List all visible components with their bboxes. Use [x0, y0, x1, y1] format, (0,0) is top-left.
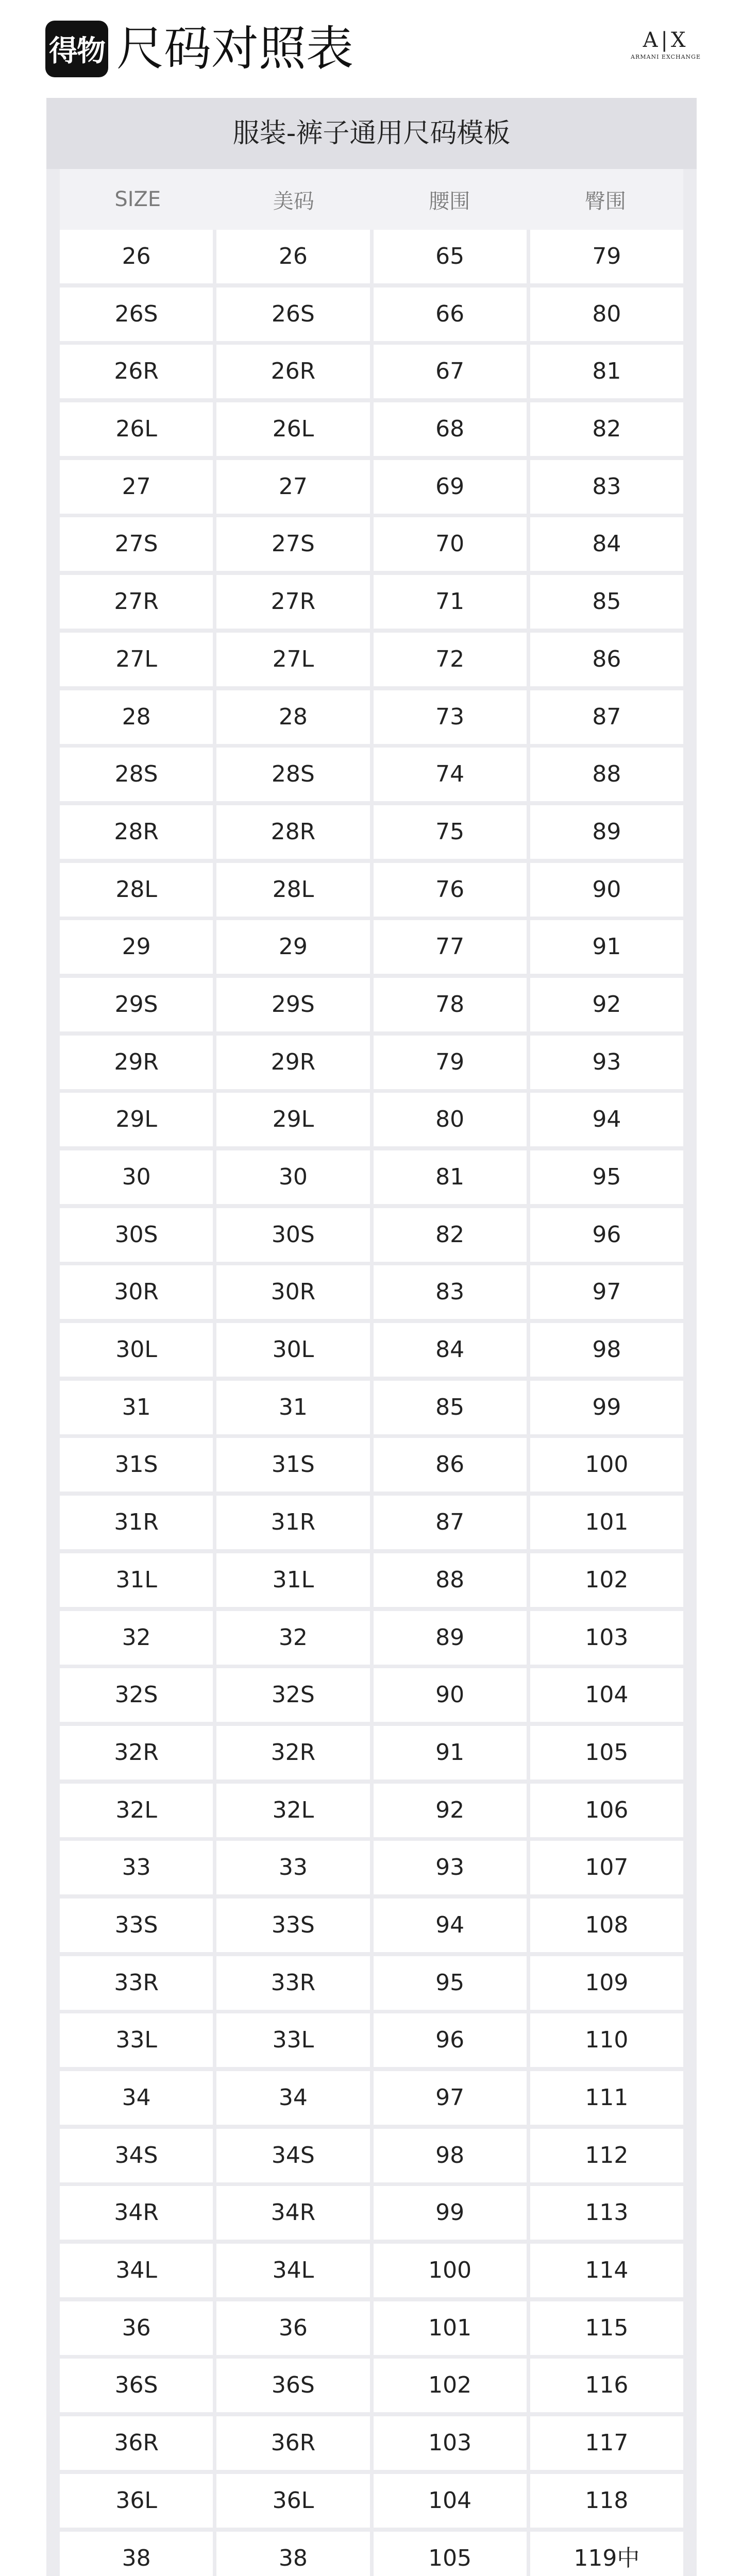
- cell-size: 26R: [60, 345, 213, 398]
- cell-waist: 99: [374, 2186, 527, 2240]
- cell-us-size: 32R: [216, 1726, 369, 1780]
- cell-size: 30S: [60, 1208, 213, 1262]
- cell-hip: 101: [530, 1496, 683, 1549]
- cell-size: 34R: [60, 2186, 213, 2240]
- cell-hip: 94: [530, 1093, 683, 1146]
- cell-size: 31R: [60, 1496, 213, 1549]
- cell-waist: 96: [374, 2013, 527, 2067]
- cell-us-size: 30: [216, 1150, 369, 1204]
- cell-us-size: 36L: [216, 2474, 369, 2528]
- table-row: [60, 2532, 683, 2576]
- cell-us-size: 33L: [216, 2013, 369, 2067]
- cell-size: 34S: [60, 2129, 213, 2182]
- cell-us-size: 34R: [216, 2186, 369, 2240]
- cell-hip: 106: [530, 1784, 683, 1837]
- cell-us-size: 33R: [216, 1956, 369, 2010]
- cell-hip: 115: [530, 2301, 683, 2355]
- cell-size: 36: [60, 2301, 213, 2355]
- table-row: [60, 920, 683, 974]
- cell-size: 31S: [60, 1438, 213, 1492]
- table-row: [60, 460, 683, 514]
- column-header-us-size: 美码: [273, 189, 314, 213]
- cell-size: 32R: [60, 1726, 213, 1780]
- cell-waist: 77: [374, 920, 527, 974]
- cell-waist: 66: [374, 287, 527, 341]
- cell-waist: 104: [374, 2474, 527, 2528]
- cell-size: 27: [60, 460, 213, 514]
- cell-size: 38: [60, 2532, 213, 2576]
- table-body: [60, 230, 683, 2576]
- cell-waist: 80: [374, 1093, 527, 1146]
- page-title: 尺码对照表: [116, 21, 354, 76]
- cell-waist: 78: [374, 978, 527, 1031]
- cell-waist: 98: [374, 2129, 527, 2182]
- cell-us-size: 29R: [216, 1036, 369, 1089]
- cell-size: 27S: [60, 517, 213, 571]
- cell-us-size: 30L: [216, 1323, 369, 1377]
- column-header-waist: 腰围: [429, 189, 470, 213]
- cell-size: 33S: [60, 1899, 213, 1952]
- cell-hip: 79: [530, 230, 683, 283]
- cell-hip: 103: [530, 1611, 683, 1665]
- cell-hip: 100: [530, 1438, 683, 1492]
- header: [0, 0, 742, 98]
- cell-size: 27L: [60, 633, 213, 686]
- cell-size: 36R: [60, 2416, 213, 2470]
- cell-hip: 96: [530, 1208, 683, 1262]
- cell-waist: 72: [374, 633, 527, 686]
- cell-size: 34: [60, 2071, 213, 2125]
- cell-us-size: 32L: [216, 1784, 369, 1837]
- cell-hip: 109: [530, 1956, 683, 2010]
- table-row: [60, 863, 683, 917]
- table-title: 服装-裤子通用尺码模板: [46, 98, 697, 169]
- cell-waist: 70: [374, 517, 527, 571]
- cell-hip: 98: [530, 1323, 683, 1377]
- cell-hip: 99: [530, 1381, 683, 1434]
- cell-size: 33: [60, 1841, 213, 1894]
- brand-subtitle: ARMANI EXCHANGE: [631, 54, 701, 60]
- cell-size: 30L: [60, 1323, 213, 1377]
- table-row: [60, 1841, 683, 1894]
- table-row: [60, 2359, 683, 2412]
- cell-waist: 89: [374, 1611, 527, 1665]
- table-row: [60, 575, 683, 629]
- cell-waist: 86: [374, 1438, 527, 1492]
- cell-hip: 87: [530, 690, 683, 744]
- cell-us-size: 27: [216, 460, 369, 514]
- table-row: [60, 1438, 683, 1492]
- cell-hip: 83: [530, 460, 683, 514]
- cell-us-size: 26R: [216, 345, 369, 398]
- cell-waist: 65: [374, 230, 527, 283]
- cell-size: 27R: [60, 575, 213, 629]
- cell-us-size: 28L: [216, 863, 369, 917]
- table-row: [60, 633, 683, 686]
- table-row: [60, 2071, 683, 2125]
- table-row: [60, 230, 683, 283]
- table-row: [60, 2416, 683, 2470]
- cell-waist: 97: [374, 2071, 527, 2125]
- cell-us-size: 27L: [216, 633, 369, 686]
- cell-waist: 76: [374, 863, 527, 917]
- table-row: [60, 1784, 683, 1837]
- cell-hip: 89: [530, 805, 683, 859]
- table-row: [60, 1150, 683, 1204]
- table-row: [60, 805, 683, 859]
- table-row: [60, 1323, 683, 1377]
- cell-us-size: 33S: [216, 1899, 369, 1952]
- cell-waist: 81: [374, 1150, 527, 1204]
- cell-size: 33R: [60, 1956, 213, 2010]
- cell-hip: 113: [530, 2186, 683, 2240]
- cell-hip: 117: [530, 2416, 683, 2470]
- cell-size: 29S: [60, 978, 213, 1031]
- cell-us-size: 31R: [216, 1496, 369, 1549]
- cell-hip: 97: [530, 1265, 683, 1319]
- cell-hip: 105: [530, 1726, 683, 1780]
- cell-hip: 118: [530, 2474, 683, 2528]
- table-row: [60, 1726, 683, 1780]
- brand-logo: [630, 28, 702, 62]
- cell-waist: 79: [374, 1036, 527, 1089]
- cell-us-size: 27R: [216, 575, 369, 629]
- cell-us-size: 29S: [216, 978, 369, 1031]
- table-row: [60, 2474, 683, 2528]
- cell-size: 32L: [60, 1784, 213, 1837]
- table-header-row: [60, 169, 683, 230]
- cell-hip: 119中: [530, 2532, 683, 2576]
- cell-us-size: 26L: [216, 402, 369, 456]
- cell-waist: 75: [374, 805, 527, 859]
- cell-us-size: 34S: [216, 2129, 369, 2182]
- cell-us-size: 31S: [216, 1438, 369, 1492]
- cell-waist: 93: [374, 1841, 527, 1894]
- column-header-hip: 臀围: [584, 189, 626, 213]
- cell-waist: 87: [374, 1496, 527, 1549]
- cell-size: 26S: [60, 287, 213, 341]
- cell-us-size: 34L: [216, 2244, 369, 2297]
- table-row: [60, 978, 683, 1031]
- cell-us-size: 32S: [216, 1668, 369, 1722]
- cell-waist: 100: [374, 2244, 527, 2297]
- cell-size: 29L: [60, 1093, 213, 1146]
- cell-hip: 93: [530, 1036, 683, 1089]
- cell-hip: 107: [530, 1841, 683, 1894]
- table-row: [60, 1611, 683, 1665]
- table-row: [60, 2013, 683, 2067]
- cell-hip: 92: [530, 978, 683, 1031]
- table-row: [60, 1381, 683, 1434]
- cell-us-size: 28: [216, 690, 369, 744]
- cell-waist: 101: [374, 2301, 527, 2355]
- cell-us-size: 26S: [216, 287, 369, 341]
- cell-waist: 94: [374, 1899, 527, 1952]
- cell-us-size: 28R: [216, 805, 369, 859]
- table-row: [60, 517, 683, 571]
- cell-size: 28: [60, 690, 213, 744]
- table-row: [60, 1899, 683, 1952]
- cell-us-size: 36R: [216, 2416, 369, 2470]
- cell-waist: 85: [374, 1381, 527, 1434]
- cell-size: 36S: [60, 2359, 213, 2412]
- cell-size: 29: [60, 920, 213, 974]
- cell-size: 32: [60, 1611, 213, 1665]
- cell-size: 32S: [60, 1668, 213, 1722]
- table-row: [60, 287, 683, 341]
- cell-waist: 69: [374, 460, 527, 514]
- cell-hip: 80: [530, 287, 683, 341]
- cell-hip: 85: [530, 575, 683, 629]
- cell-size: 36L: [60, 2474, 213, 2528]
- cell-us-size: 38: [216, 2532, 369, 2576]
- cell-us-size: 29: [216, 920, 369, 974]
- cell-us-size: 30S: [216, 1208, 369, 1262]
- cell-size: 26: [60, 230, 213, 283]
- cell-waist: 67: [374, 345, 527, 398]
- table-row: [60, 1956, 683, 2010]
- table-row: [60, 2129, 683, 2182]
- size-table: [46, 98, 697, 2576]
- cell-size: 34L: [60, 2244, 213, 2297]
- cell-waist: 103: [374, 2416, 527, 2470]
- cell-size: 28L: [60, 863, 213, 917]
- cell-hip: 116: [530, 2359, 683, 2412]
- table-row: [60, 1265, 683, 1319]
- cell-size: 29R: [60, 1036, 213, 1089]
- cell-hip: 81: [530, 345, 683, 398]
- cell-hip: 88: [530, 748, 683, 801]
- brand-mark: A|X: [643, 28, 689, 52]
- app-logo: 得物: [45, 21, 108, 77]
- cell-us-size: 36S: [216, 2359, 369, 2412]
- cell-us-size: 31: [216, 1381, 369, 1434]
- cell-waist: 84: [374, 1323, 527, 1377]
- cell-waist: 74: [374, 748, 527, 801]
- cell-us-size: 33: [216, 1841, 369, 1894]
- cell-hip: 108: [530, 1899, 683, 1952]
- cell-us-size: 26: [216, 230, 369, 283]
- cell-waist: 95: [374, 1956, 527, 2010]
- table-row: [60, 1208, 683, 1262]
- cell-hip: 86: [530, 633, 683, 686]
- cell-size: 28R: [60, 805, 213, 859]
- column-header-size: SIZE: [114, 188, 161, 211]
- cell-hip: 102: [530, 1553, 683, 1607]
- table-row: [60, 402, 683, 456]
- table-row: [60, 2244, 683, 2297]
- table-row: [60, 1668, 683, 1722]
- table-row: [60, 1036, 683, 1089]
- cell-size: 26L: [60, 402, 213, 456]
- cell-us-size: 28S: [216, 748, 369, 801]
- cell-us-size: 34: [216, 2071, 369, 2125]
- cell-hip: 114: [530, 2244, 683, 2297]
- cell-size: 31L: [60, 1553, 213, 1607]
- cell-waist: 71: [374, 575, 527, 629]
- table-row: [60, 748, 683, 801]
- cell-hip: 111: [530, 2071, 683, 2125]
- cell-us-size: 30R: [216, 1265, 369, 1319]
- cell-waist: 73: [374, 690, 527, 744]
- cell-waist: 91: [374, 1726, 527, 1780]
- table-row: [60, 1093, 683, 1146]
- cell-hip: 82: [530, 402, 683, 456]
- cell-size: 30R: [60, 1265, 213, 1319]
- cell-hip: 110: [530, 2013, 683, 2067]
- table-row: [60, 1496, 683, 1549]
- cell-waist: 68: [374, 402, 527, 456]
- cell-hip: 104: [530, 1668, 683, 1722]
- cell-waist: 88: [374, 1553, 527, 1607]
- cell-hip: 90: [530, 863, 683, 917]
- table-row: [60, 2301, 683, 2355]
- cell-hip: 91: [530, 920, 683, 974]
- cell-waist: 102: [374, 2359, 527, 2412]
- cell-waist: 105: [374, 2532, 527, 2576]
- cell-hip: 112: [530, 2129, 683, 2182]
- table-row: [60, 345, 683, 398]
- cell-us-size: 32: [216, 1611, 369, 1665]
- cell-hip: 84: [530, 517, 683, 571]
- table-row: [60, 2186, 683, 2240]
- cell-size: 30: [60, 1150, 213, 1204]
- cell-us-size: 31L: [216, 1553, 369, 1607]
- cell-waist: 92: [374, 1784, 527, 1837]
- cell-size: 31: [60, 1381, 213, 1434]
- table-row: [60, 1553, 683, 1607]
- cell-waist: 83: [374, 1265, 527, 1319]
- cell-size: 28S: [60, 748, 213, 801]
- cell-size: 33L: [60, 2013, 213, 2067]
- cell-us-size: 29L: [216, 1093, 369, 1146]
- cell-us-size: 36: [216, 2301, 369, 2355]
- cell-hip: 95: [530, 1150, 683, 1204]
- cell-us-size: 27S: [216, 517, 369, 571]
- table-row: [60, 690, 683, 744]
- cell-waist: 90: [374, 1668, 527, 1722]
- cell-waist: 82: [374, 1208, 527, 1262]
